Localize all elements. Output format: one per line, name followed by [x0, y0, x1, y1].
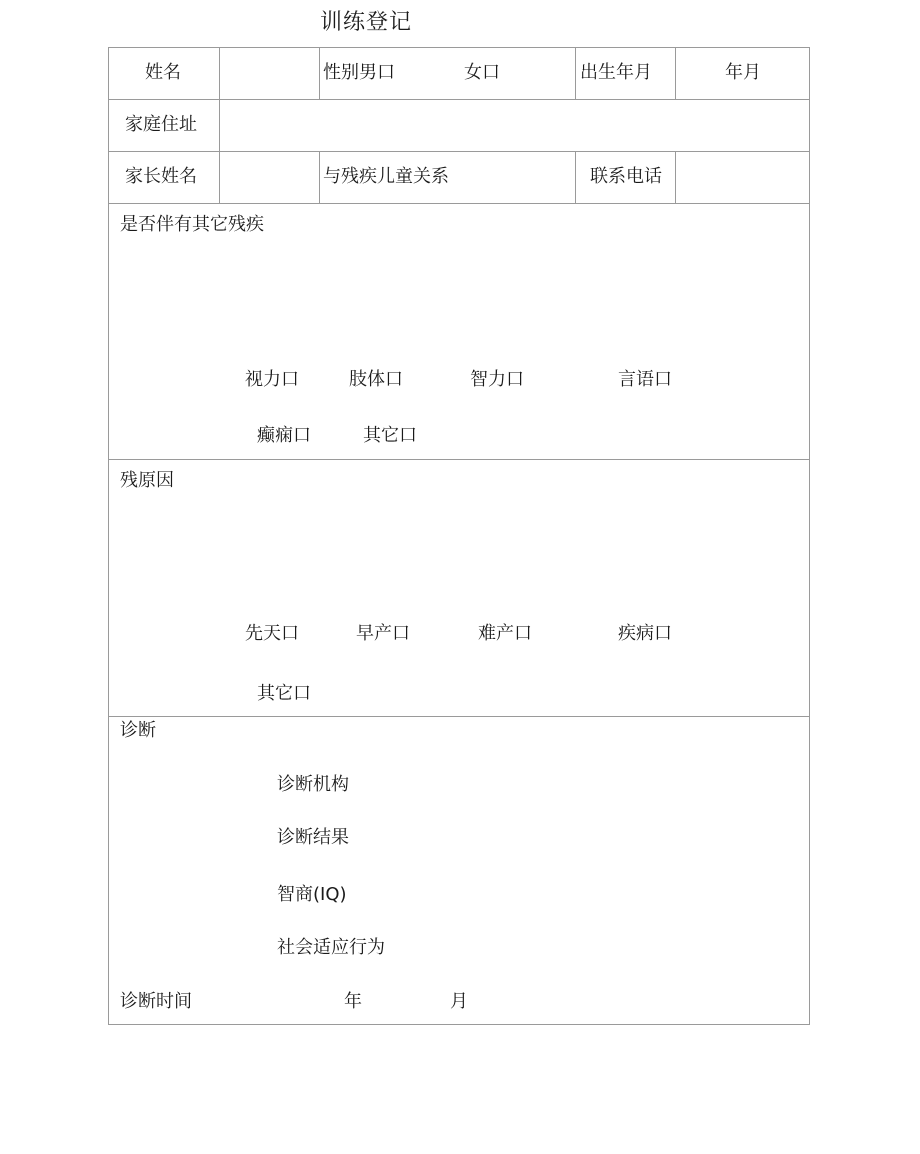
diagnosis-institution-label: 诊断机构 [277, 774, 349, 795]
col-divider [675, 48, 676, 100]
option-limb[interactable]: 肢体口 [349, 369, 403, 390]
row-divider [109, 459, 809, 460]
relation-label: 与残疾儿童关系 [323, 166, 449, 187]
option-illness[interactable]: 疾病口 [618, 623, 672, 644]
option-epilepsy[interactable]: 癫痫口 [257, 425, 311, 446]
parent-name-label: 家长姓名 [125, 166, 197, 187]
row-divider [109, 99, 809, 100]
col-divider [219, 151, 220, 203]
cause-heading: 残原因 [120, 470, 174, 491]
row-divider [109, 716, 809, 717]
row-divider [109, 151, 809, 152]
col-divider [575, 151, 576, 203]
phone-label: 联系电话 [590, 166, 662, 187]
option-other-disability[interactable]: 其它口 [363, 425, 417, 446]
other-disability-heading: 是否伴有其它残疾 [120, 214, 264, 235]
option-other-cause[interactable]: 其它口 [257, 683, 311, 704]
col-divider [219, 48, 220, 100]
birth-label: 出生年月 [580, 62, 652, 83]
option-vision[interactable]: 视力口 [245, 369, 299, 390]
diagnosis-year-label: 年 [344, 991, 362, 1012]
address-label: 家庭住址 [125, 114, 197, 135]
col-divider [675, 151, 676, 203]
diagnosis-month-label: 月 [450, 991, 468, 1012]
row-divider [109, 203, 809, 204]
parent-name-field[interactable] [221, 153, 317, 201]
phone-field[interactable] [677, 153, 807, 201]
iq-label: 智商(IQ) [277, 884, 347, 905]
page-title: 训练登记 [320, 10, 413, 35]
gender-female-option[interactable]: 女口 [464, 62, 500, 83]
option-difficult-birth[interactable]: 难产口 [478, 623, 532, 644]
col-divider [319, 151, 320, 203]
option-intellect[interactable]: 智力口 [470, 369, 524, 390]
diagnosis-time-label: 诊断时间 [120, 991, 192, 1012]
registration-form [108, 47, 810, 1025]
option-premature[interactable]: 早产口 [356, 623, 410, 644]
birth-value-field[interactable]: 年月 [725, 62, 761, 83]
col-divider [575, 48, 576, 100]
col-divider [219, 99, 220, 151]
adaptive-behavior-label: 社会适应行为 [277, 937, 385, 958]
option-congenital[interactable]: 先天口 [245, 623, 299, 644]
name-field[interactable] [221, 49, 317, 97]
col-divider [319, 48, 320, 100]
gender-male-option[interactable]: 性别男口 [323, 62, 395, 83]
option-speech[interactable]: 言语口 [618, 369, 672, 390]
address-field[interactable] [221, 101, 807, 149]
diagnosis-heading: 诊断 [120, 720, 156, 741]
name-label: 姓名 [145, 62, 181, 83]
diagnosis-result-label: 诊断结果 [277, 827, 349, 848]
